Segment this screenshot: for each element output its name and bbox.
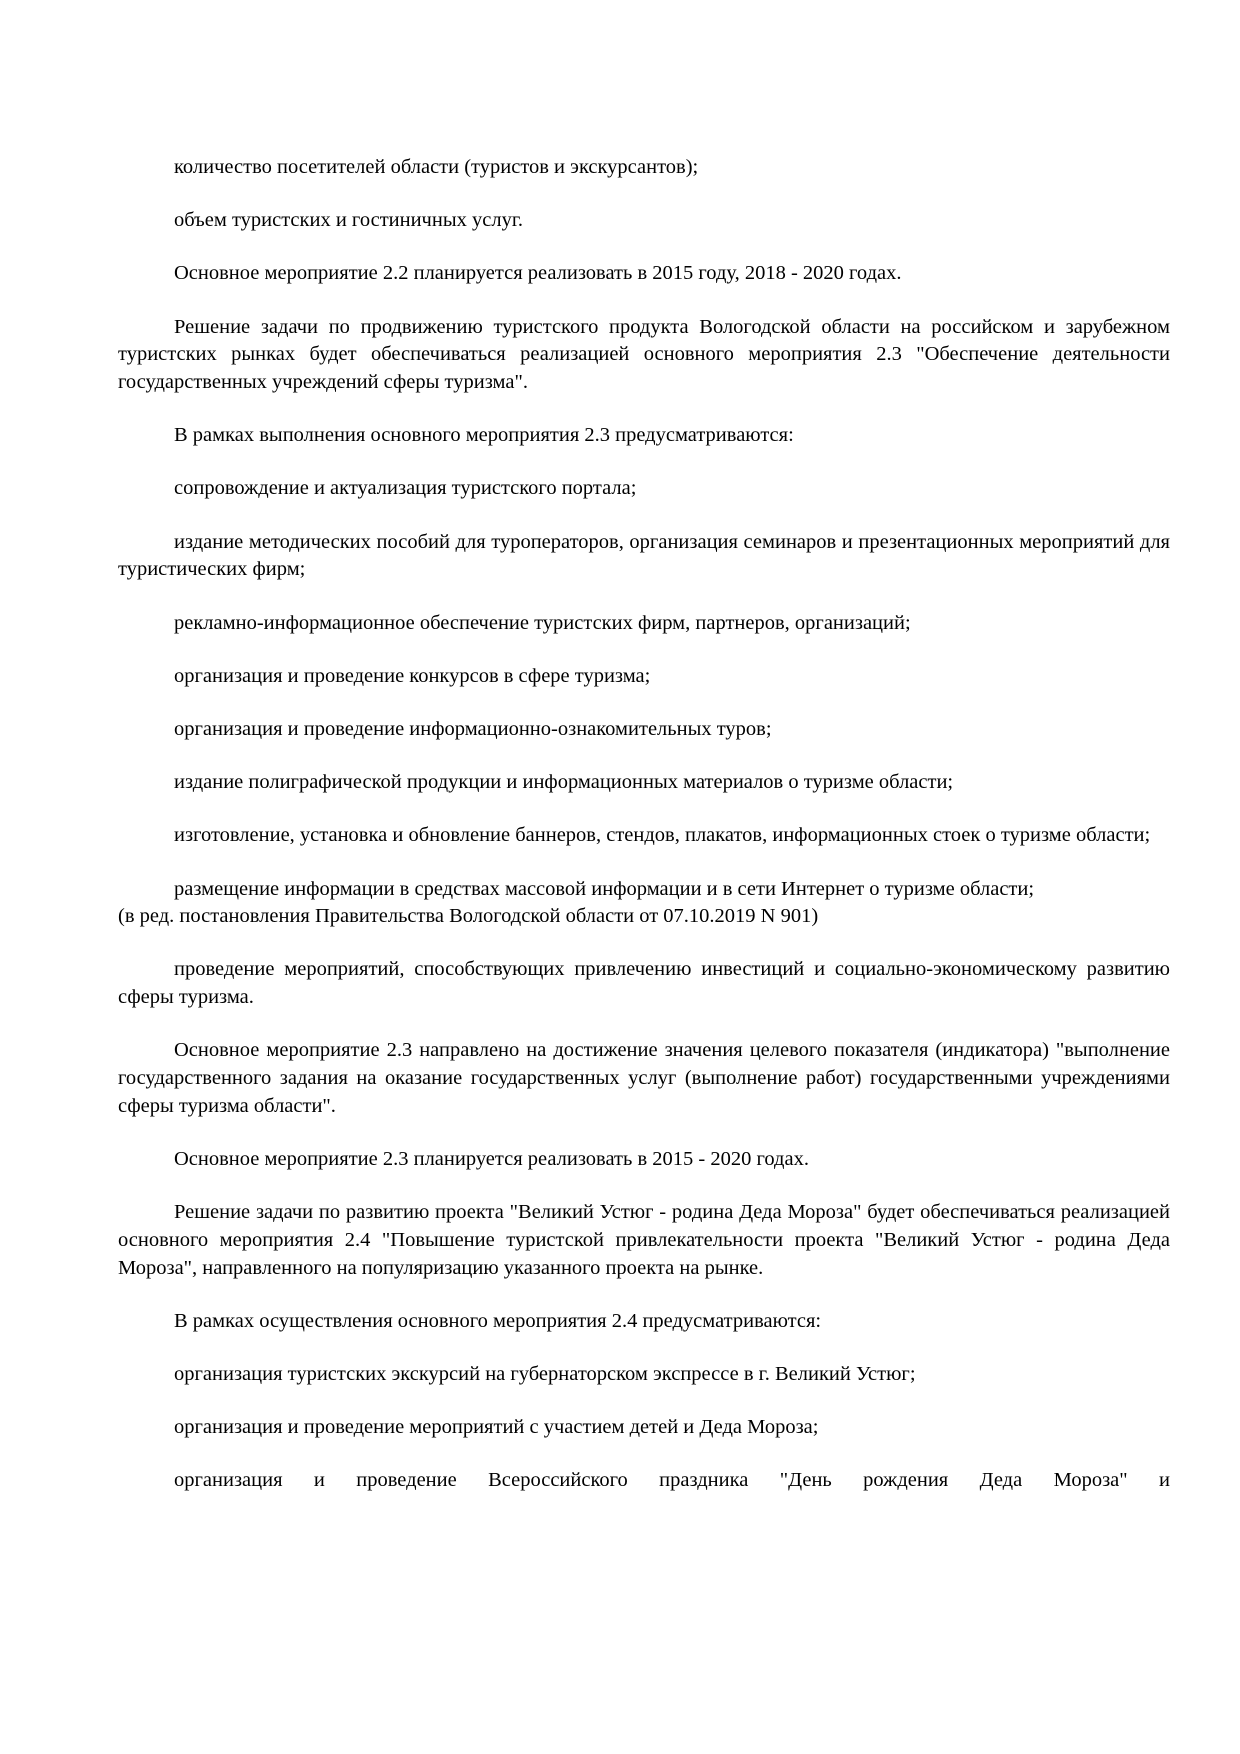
paragraph: размещение информации в средствах массовой информации и в сети Интернет о туризме области; (174, 877, 1035, 900)
paragraph: организация и проведение информационно-ознакомительных туров; (174, 717, 772, 740)
paragraph: организация и проведение мероприятий с участием детей и Деда Мороза; (174, 1416, 819, 1439)
paragraph: Основное мероприятие 2.3 планируется реализовать в 2015 - 2020 годах. (174, 1147, 809, 1170)
paragraph: Решение задачи по продвижению туристского продукта Вологодской области на российском и зарубежном туристских рынках будет обеспечиваться реализацией основного мероприятия 2.3 "Обеспечение деятельности государственных учреждений сферы туризма". (118, 315, 1170, 394)
paragraph: рекламно-информационное обеспечение туристских фирм, партнеров, организаций; (174, 611, 911, 634)
paragraph: проведение мероприятий, способствующих привлечению инвестиций и социально-экономическому развитию сферы туризма. (118, 958, 1170, 1009)
document-page (118, 154, 1170, 1521)
paragraph: объем туристских и гостиничных услуг. (174, 209, 524, 232)
paragraph: сопровождение и актуализация туристского портала; (174, 477, 637, 500)
paragraph: издание полиграфической продукции и информационных материалов о туризме области; (174, 771, 954, 794)
paragraph: организация и проведение конкурсов в сфере туризма; (174, 664, 651, 687)
amendment-note: (в ред. постановления Правительства Вологодской области от 07.10.2019 N 901) (118, 905, 819, 928)
paragraph: Основное мероприятие 2.2 планируется реализовать в 2015 году, 2018 - 2020 годах. (174, 262, 902, 285)
paragraph: В рамках выполнения основного мероприятия 2.3 предусматриваются: (174, 424, 794, 447)
paragraph: количество посетителей области (туристов и экскурсантов); (174, 156, 699, 178)
paragraph: изготовление, установка и обновление баннеров, стендов, плакатов, информационных стоек о туризме области; (174, 824, 1151, 847)
paragraph: издание методических пособий для туроператоров, организация семинаров и презентационных мероприятий для туристических фирм; (118, 530, 1170, 581)
paragraph: Основное мероприятие 2.3 направлено на достижение значения целевого показателя (индикатора) "выполнение государственного задания на оказание государственных услуг (выполнение работ) государственными учреждениями сферы туризма области". (118, 1039, 1170, 1117)
paragraph: Решение задачи по развитию проекта "Великий Устюг - родина Деда Мороза" будет обеспечиваться реализацией основного мероприятия 2.4 "Повышение туристской привлекательности проекта "Великий Устюг - родина Деда Мороза", направленного на популяризацию указанного проекта на рынке. (118, 1201, 1170, 1279)
paragraph: организация и проведение Всероссийского праздника "День рождения Деда Мороза" и (174, 1469, 1170, 1492)
paragraph: организация туристских экскурсий на губернаторском экспрессе в г. Великий Устюг; (174, 1362, 916, 1385)
paragraph: В рамках осуществления основного мероприятия 2.4 предусматриваются: (174, 1309, 822, 1332)
